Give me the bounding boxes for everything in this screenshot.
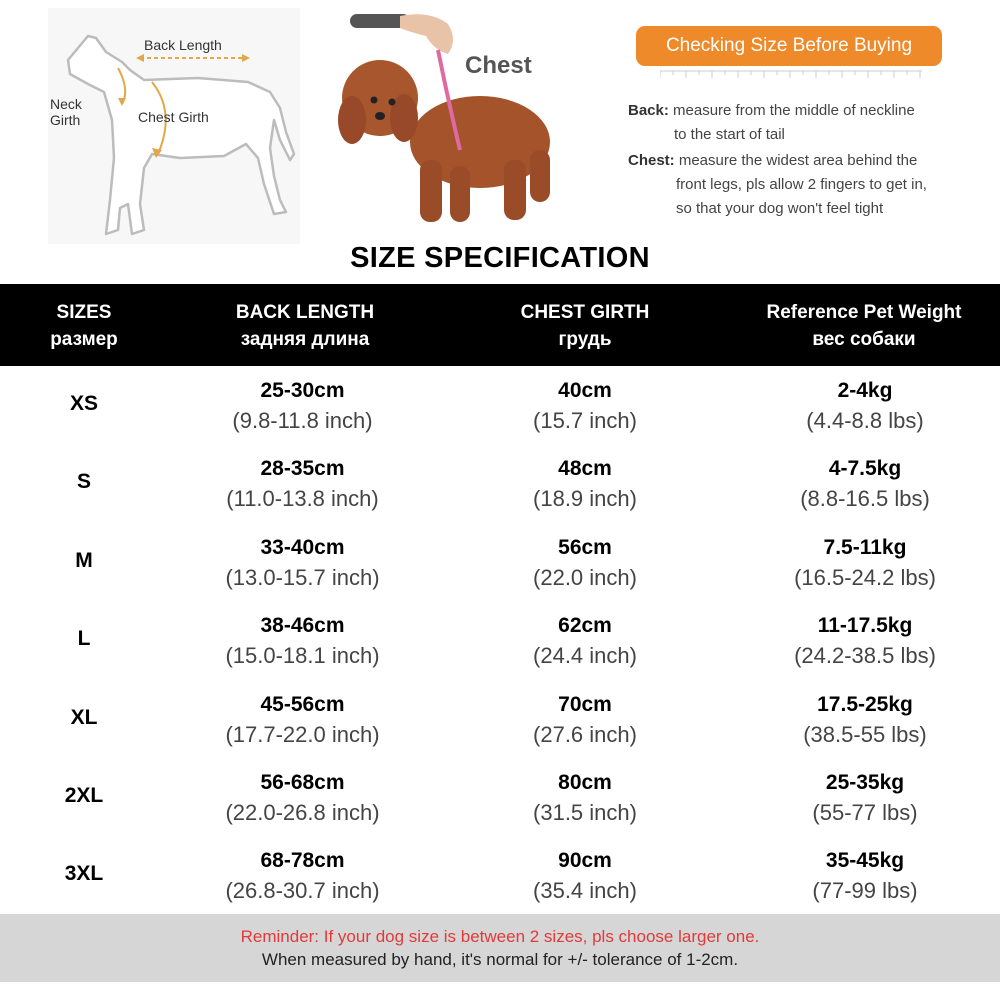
back-length-cell: 56-68cm (22.0-26.8 inch) bbox=[225, 771, 380, 825]
size-cell: S bbox=[76, 470, 91, 493]
size-cell: XL bbox=[70, 706, 98, 729]
weight-cell: 25-35kg (55-77 lbs) bbox=[812, 771, 918, 825]
chest-girth-cell: 48cm (18.9 inch) bbox=[533, 457, 637, 511]
reminder-text: Reminder: If your dog size is between 2 sizes, pls choose larger one. bbox=[240, 927, 760, 946]
size-cell: XS bbox=[69, 392, 98, 415]
chest-term: Chest: bbox=[628, 152, 675, 169]
header-sizes: SIZES размер bbox=[50, 302, 118, 350]
chest-girth-cell: 40cm (15.7 inch) bbox=[533, 379, 637, 433]
footer-notice bbox=[0, 914, 1000, 982]
size-cell: 3XL bbox=[64, 862, 104, 885]
header-back-length: BACK LENGTH задняя длина bbox=[235, 302, 375, 350]
chest-measure-note bbox=[628, 149, 927, 221]
chest-line-2: front legs, pls allow 2 fingers to get in, bbox=[676, 176, 927, 193]
weight-cell: 17.5-25kg (38.5-55 lbs) bbox=[803, 693, 927, 747]
weight-cell: 11-17.5kg (24.2-38.5 lbs) bbox=[794, 614, 936, 668]
size-cell: 2XL bbox=[64, 784, 104, 807]
chest-girth-cell: 90cm (35.4 inch) bbox=[533, 849, 637, 903]
measurement-guide bbox=[0, 0, 1000, 245]
table-row bbox=[0, 768, 1000, 846]
chest-girth-cell: 80cm (31.5 inch) bbox=[533, 771, 637, 825]
back-length-cell: 33-40cm (13.0-15.7 inch) bbox=[225, 536, 380, 590]
size-cell: M bbox=[75, 549, 93, 572]
back-length-label: Back Length bbox=[144, 37, 222, 53]
photo-chest-label: Chest bbox=[465, 52, 532, 79]
chest-girth-label: Chest Girth bbox=[138, 109, 209, 125]
table-row bbox=[0, 454, 1000, 532]
weight-cell: 35-45kg (77-99 lbs) bbox=[812, 849, 918, 903]
tolerance-text: When measured by hand, it's normal for +/- tolerance of 1-2cm. bbox=[261, 950, 739, 969]
back-measure-note bbox=[628, 99, 915, 147]
back-line-2: to the start of tail bbox=[674, 126, 785, 143]
back-length-cell: 68-78cm (26.8-30.7 inch) bbox=[225, 849, 380, 903]
header-chest-girth: CHEST GIRTH грудь bbox=[520, 302, 650, 350]
table-row bbox=[0, 690, 1000, 768]
chest-girth-cell: 70cm (27.6 inch) bbox=[533, 693, 637, 747]
back-line-1: measure from the middle of neckline bbox=[673, 102, 915, 119]
size-specification-title: SIZE SPECIFICATION bbox=[350, 242, 650, 274]
weight-cell: 4-7.5kg (8.8-16.5 lbs) bbox=[800, 457, 930, 511]
back-length-cell: 45-56cm (17.7-22.0 inch) bbox=[225, 693, 380, 747]
poodle-photo bbox=[330, 10, 560, 235]
back-term: Back: bbox=[628, 102, 669, 119]
chest-line-3: so that your dog won't feel tight bbox=[676, 200, 884, 217]
chest-line-1: measure the widest area behind the bbox=[678, 152, 918, 169]
chest-girth-cell: 62cm (24.4 inch) bbox=[533, 614, 637, 668]
neck-girth-label: Neck Girth bbox=[50, 96, 82, 128]
table-row bbox=[0, 533, 1000, 611]
back-length-cell: 28-35cm (11.0-13.8 inch) bbox=[226, 457, 379, 511]
table-row bbox=[0, 376, 1000, 454]
ruler-graphic bbox=[660, 70, 922, 80]
table-row bbox=[0, 846, 1000, 924]
dog-measurement-diagram bbox=[48, 8, 300, 244]
size-table-header bbox=[0, 284, 1000, 366]
weight-cell: 7.5-11kg (16.5-24.2 lbs) bbox=[794, 536, 936, 590]
checking-size-banner: Checking Size Before Buying bbox=[636, 26, 942, 66]
chest-girth-cell: 56cm (22.0 inch) bbox=[533, 536, 637, 590]
size-cell: L bbox=[77, 627, 91, 650]
table-row bbox=[0, 611, 1000, 689]
weight-cell: 2-4kg (4.4-8.8 lbs) bbox=[806, 379, 924, 433]
header-pet-weight: Reference Pet Weight вес собаки bbox=[766, 302, 962, 350]
back-length-cell: 25-30cm (9.8-11.8 inch) bbox=[232, 379, 373, 433]
back-length-cell: 38-46cm (15.0-18.1 inch) bbox=[225, 614, 380, 668]
